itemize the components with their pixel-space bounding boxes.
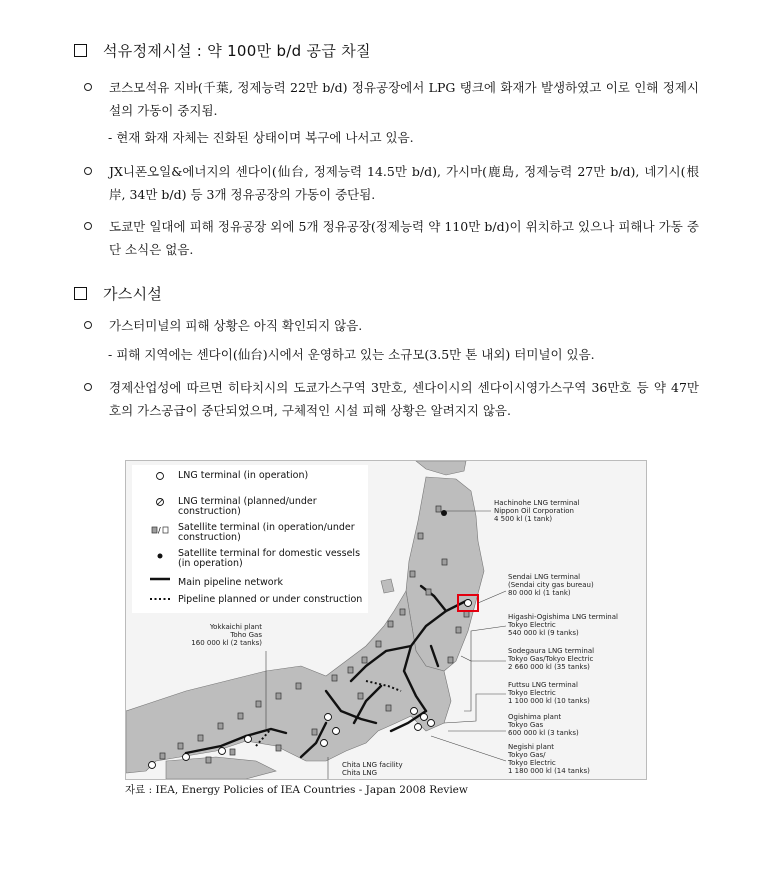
list-item [84,160,704,206]
legend-main-pipeline: Main pipeline network [178,577,283,588]
legend-satellite: Satellite terminal (in operation/under construction) [178,522,355,543]
list-item [84,76,704,122]
label-negishi: Negishi plant Tokyo Gas/ Tokyo Electric 1 180 000 kl (14 tanks) [508,743,590,775]
label-higashi-ogishima: Higashi-Ogishima LNG terminal Tokyo Electric 540 000 kl (9 tanks) [508,613,618,637]
section-title: 석유정제시설 : 약 100만 b/d 공급 차질 [103,42,371,60]
checkbox-square-icon [74,287,87,300]
circle-bullet-icon [84,321,92,329]
circle-bullet-icon [84,167,92,175]
circle-bullet-icon [84,83,92,91]
svg-text:/: / [158,526,161,535]
legend-lng-operation: LNG terminal (in operation) [178,470,309,481]
bullet-text: JX니폰오일&에너지의 센다이(仙台, 정제능력 14.5만 b/d), 가시마(鹿島, 정제능력 27만 b/d), 네기시(根岸, 34만 b/d) 등 3개 정유공장의 가동이 중단됨. [109,164,699,202]
legend-satellite-domestic: Satellite terminal for domestic vessels (in operation) [178,548,361,569]
list-item [84,376,704,422]
bullet-text: 코스모석유 지바(千葉, 정제능력 22만 b/d) 정유공장에서 LPG 탱크에 화재가 발생하였고 이로 인해 정제시설의 가동이 중지됨. [109,80,699,118]
section-heading-gas [74,283,162,304]
map-legend [132,465,368,613]
label-yokkaichi: Yokkaichi plant Toho Gas 160 000 kl (2 tanks) [191,623,262,647]
bullet-text: 경제산업성에 따르면 히타치시의 도쿄가스구역 3만호, 센다이시의 센다이시영가스구역 36만호 등 약 47만호의 가스공급이 중단되었으며, 구체적인 시설 피해 상황은 알려지지 않음. [109,380,699,418]
sub-item: - 피해 지역에는 센다이(仙台)시에서 운영하고 있는 소규모(3.5만 톤 내외) 터미널이 있음. [108,347,595,362]
label-ogishima: Ogishima plant Tokyo Gas 600 000 kl (3 tanks) [508,713,579,737]
list-item [84,314,704,337]
section-heading-refinery [74,40,371,61]
list-item [84,215,704,261]
label-sendai: Sendai LNG terminal (Sendai city gas bureau) 80 000 kl (1 tank) [508,573,594,597]
label-futtsu: Futtsu LNG terminal Tokyo Electric 1 100 000 kl (10 tanks) [508,681,590,705]
legend-planned-pipeline: Pipeline planned or under construction [178,594,363,605]
legend-lng-planned: LNG terminal (planned/under construction) [178,496,317,517]
label-chita: Chita LNG facility Chita LNG [342,761,403,777]
label-hachinohe: Hachinohe LNG terminal Nippon Oil Corporation 4 500 kl (1 tank) [494,499,580,523]
label-sodegaura: Sodegaura LNG terminal Tokyo Gas/Tokyo Electric 2 660 000 kl (35 tanks) [508,647,595,671]
circle-bullet-icon [84,383,92,391]
bullet-text: 가스터미널의 피해 상황은 아직 확인되지 않음. [109,318,363,333]
section-title: 가스시설 [103,285,163,303]
legend-symbols [150,471,170,611]
bullet-text: 도쿄만 일대에 피해 정유공장 외에 5개 정유공장(정제능력 약 110만 b/d)이 위치하고 있으나 피해나 가동 중단 소식은 없음. [109,219,699,257]
sub-item: - 현재 화재 자체는 진화된 상태이며 복구에 나서고 있음. [108,130,414,145]
circle-bullet-icon [84,222,92,230]
figure-source: 자료 : IEA, Energy Policies of IEA Countries - Japan 2008 Review [125,784,468,796]
lng-terminal-map [125,460,647,780]
checkbox-square-icon [74,44,87,57]
